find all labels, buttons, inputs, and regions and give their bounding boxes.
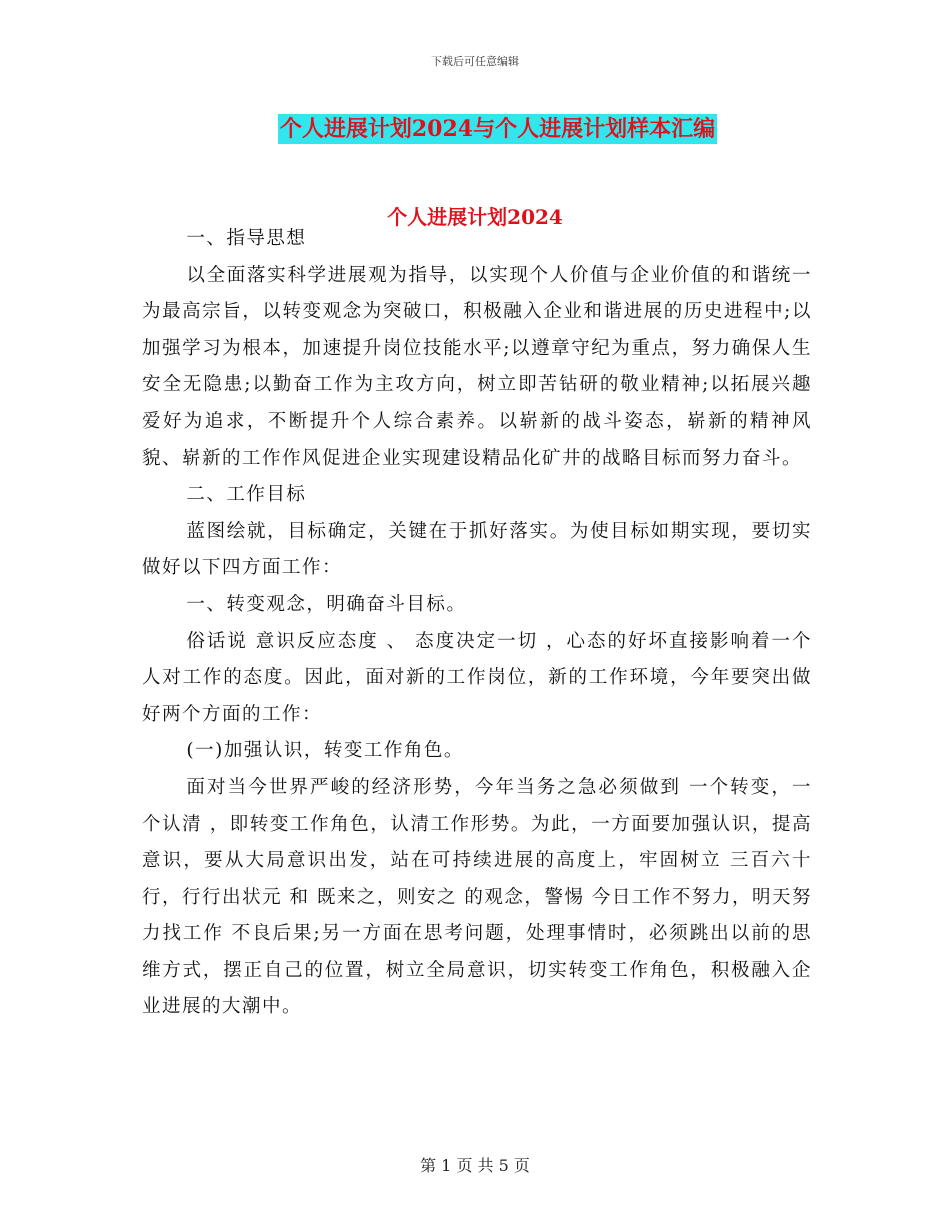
header-note: 下载后可任意编辑 [431,55,519,68]
document-body [142,221,812,1026]
subsection-heading-strengthen-awareness: (一)加强认识，转变工作角色。 [186,740,464,762]
paragraph-guiding-ideology: 以全面落实科学进展观为指导，以实现个人价值与企业价值的和谐统一为最高宗旨，以转变观念为突破口，积极融入企业和谐进展的历史进程中;以加强学习为根本，加速提升岗位技能水平;以遵章守纪为重点，努力确保人生安全无隐患;以勤奋工作为主攻方向，树立即苦钻研的敬业精神;以拓展兴趣爱好为追求，不断提升个人综合素养。以崭新的战斗姿态，崭新的精神风貌、崭新的工作作风促进企业实现建设精品化矿井的战略目标而努力奋斗。 [142,264,812,469]
paragraph-change-mindset: 俗话说 意识反应态度 、 态度决定一切 ，心态的好坏直接影响着一个人对工作的态度。因此，面对新的工作岗位，新的工作环境，今年要突出做好两个方面的工作： [142,630,812,725]
main-title: 个人进展计划2024与个人进展计划样本汇编 [279,116,716,142]
sub-title: 个人进展计划2024 [387,205,563,229]
page-footer: 第 1 页 共 5 页 [420,1156,530,1175]
main-title-container [0,114,950,144]
paragraph-strengthen-awareness: 面对当今世界严峻的经济形势，今年当务之急必须做到 一个转变，一个认清 ，即转变工作角色，认清工作形势。为此，一方面要加强认识，提高意识，要从大局意识出发，站在可持续进展的高度上，牢固树立 三百六十行，行行出状元 和 既来之，则安之 的观念，警惕 今日工作不努力，明天努力找工作 不良后果;另一方面在思考问题，处理事情时，必须跳出以前的思维方式，摆正自己的位置，树立全局意识，切实转变工作角色，积极融入企业进展的大潮中。 [142,776,812,1018]
paragraph-work-goals: 蓝图绘就，目标确定，关键在于抓好落实。为使目标如期实现，要切实做好以下四方面工作： [142,520,812,579]
section-heading-guiding-ideology: 一、指导思想 [186,228,307,249]
section-heading-change-mindset: 一、转变观念，明确奋斗目标。 [186,593,467,615]
section-heading-work-goals: 二、工作目标 [186,484,307,506]
